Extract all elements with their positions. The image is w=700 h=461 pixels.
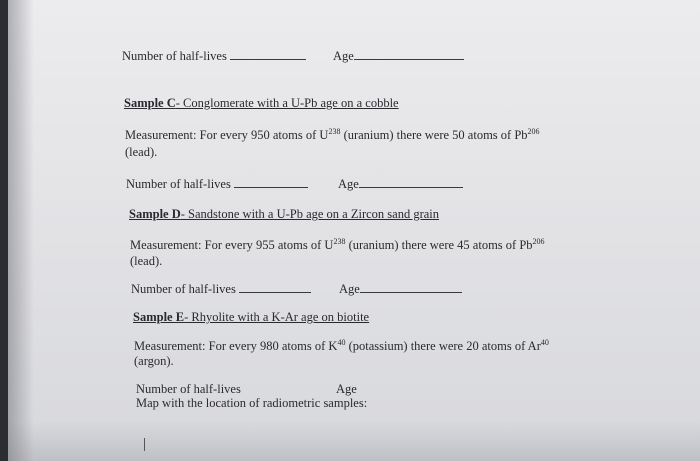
- isotope-superscript: 206: [527, 127, 540, 136]
- measurement-text: Measurement: For every 980 atoms of K: [134, 339, 338, 353]
- isotope-superscript: 40: [337, 338, 346, 347]
- sample-e-measurement: [134, 339, 549, 354]
- sample-c-half-lives-row: [126, 176, 308, 192]
- isotope-superscript: 206: [532, 237, 545, 246]
- sample-e-title-rest: - Rhyolite with a K-Ar age on biotite: [184, 310, 370, 324]
- measurement-text: Measurement: For every 950 atoms of U: [125, 128, 329, 142]
- sample-c-measurement: [125, 128, 540, 143]
- sample-d-title-bold: Sample D: [129, 207, 181, 221]
- sample-d-heading: [129, 207, 439, 222]
- sample-e-half-lives-label: Number of half-lives: [136, 382, 241, 396]
- isotope-superscript: 238: [333, 237, 346, 246]
- sample-d-measurement-line2: (lead).: [130, 254, 163, 268]
- measurement-text: (uranium) there were 45 atoms of Pb: [345, 238, 533, 252]
- measurement-text: (potassium) there were 20 atoms of Ar: [345, 339, 541, 353]
- measurement-text: (uranium) there were 50 atoms of Pb: [340, 128, 528, 142]
- half-lives-label: Number of half-lives: [126, 177, 231, 191]
- sample-c-title-rest: - Conglomerate with a U-Pb age on a cobble: [175, 96, 399, 110]
- sample-b-half-lives-row: [122, 48, 306, 64]
- age-label: Age: [339, 282, 360, 296]
- sample-e-age-label: Age: [336, 382, 357, 396]
- sample-e-measurement-line2: (argon).: [134, 354, 174, 368]
- isotope-superscript: 238: [328, 127, 341, 136]
- age-blank[interactable]: [360, 281, 462, 293]
- age-blank[interactable]: [359, 176, 463, 188]
- page-shadow-bottom: [8, 421, 700, 461]
- half-lives-label: Number of half-lives: [131, 282, 236, 296]
- age-label: Age: [333, 49, 354, 63]
- sample-d-age-row: [339, 281, 462, 297]
- sample-d-title-rest: - Sandstone with a U-Pb age on a Zircon sand grain: [180, 207, 440, 221]
- sample-c-age-row: [338, 176, 463, 192]
- sample-e-heading: [133, 310, 369, 325]
- sample-c-heading: [124, 96, 399, 111]
- half-lives-blank[interactable]: [234, 176, 308, 188]
- half-lives-label: Number of half-lives: [122, 49, 227, 63]
- half-lives-blank[interactable]: [230, 48, 306, 60]
- sample-d-measurement: [130, 238, 545, 253]
- sample-b-age-row: [333, 48, 464, 64]
- isotope-superscript: 40: [540, 338, 549, 347]
- worksheet-page: [8, 0, 700, 461]
- sample-c-title-bold: Sample C: [124, 96, 176, 110]
- sample-e-title-bold: Sample E: [133, 310, 185, 324]
- map-label: Map with the location of radiometric samples:: [136, 396, 368, 410]
- half-lives-blank[interactable]: [239, 281, 311, 293]
- measurement-text: Measurement: For every 955 atoms of U: [130, 238, 334, 252]
- sample-c-measurement-line2: (lead).: [125, 145, 158, 159]
- age-label: Age: [338, 177, 359, 191]
- text-cursor: [144, 438, 145, 451]
- age-blank[interactable]: [354, 48, 464, 60]
- page-shadow-left: [8, 0, 34, 461]
- sample-d-half-lives-row: [131, 281, 311, 297]
